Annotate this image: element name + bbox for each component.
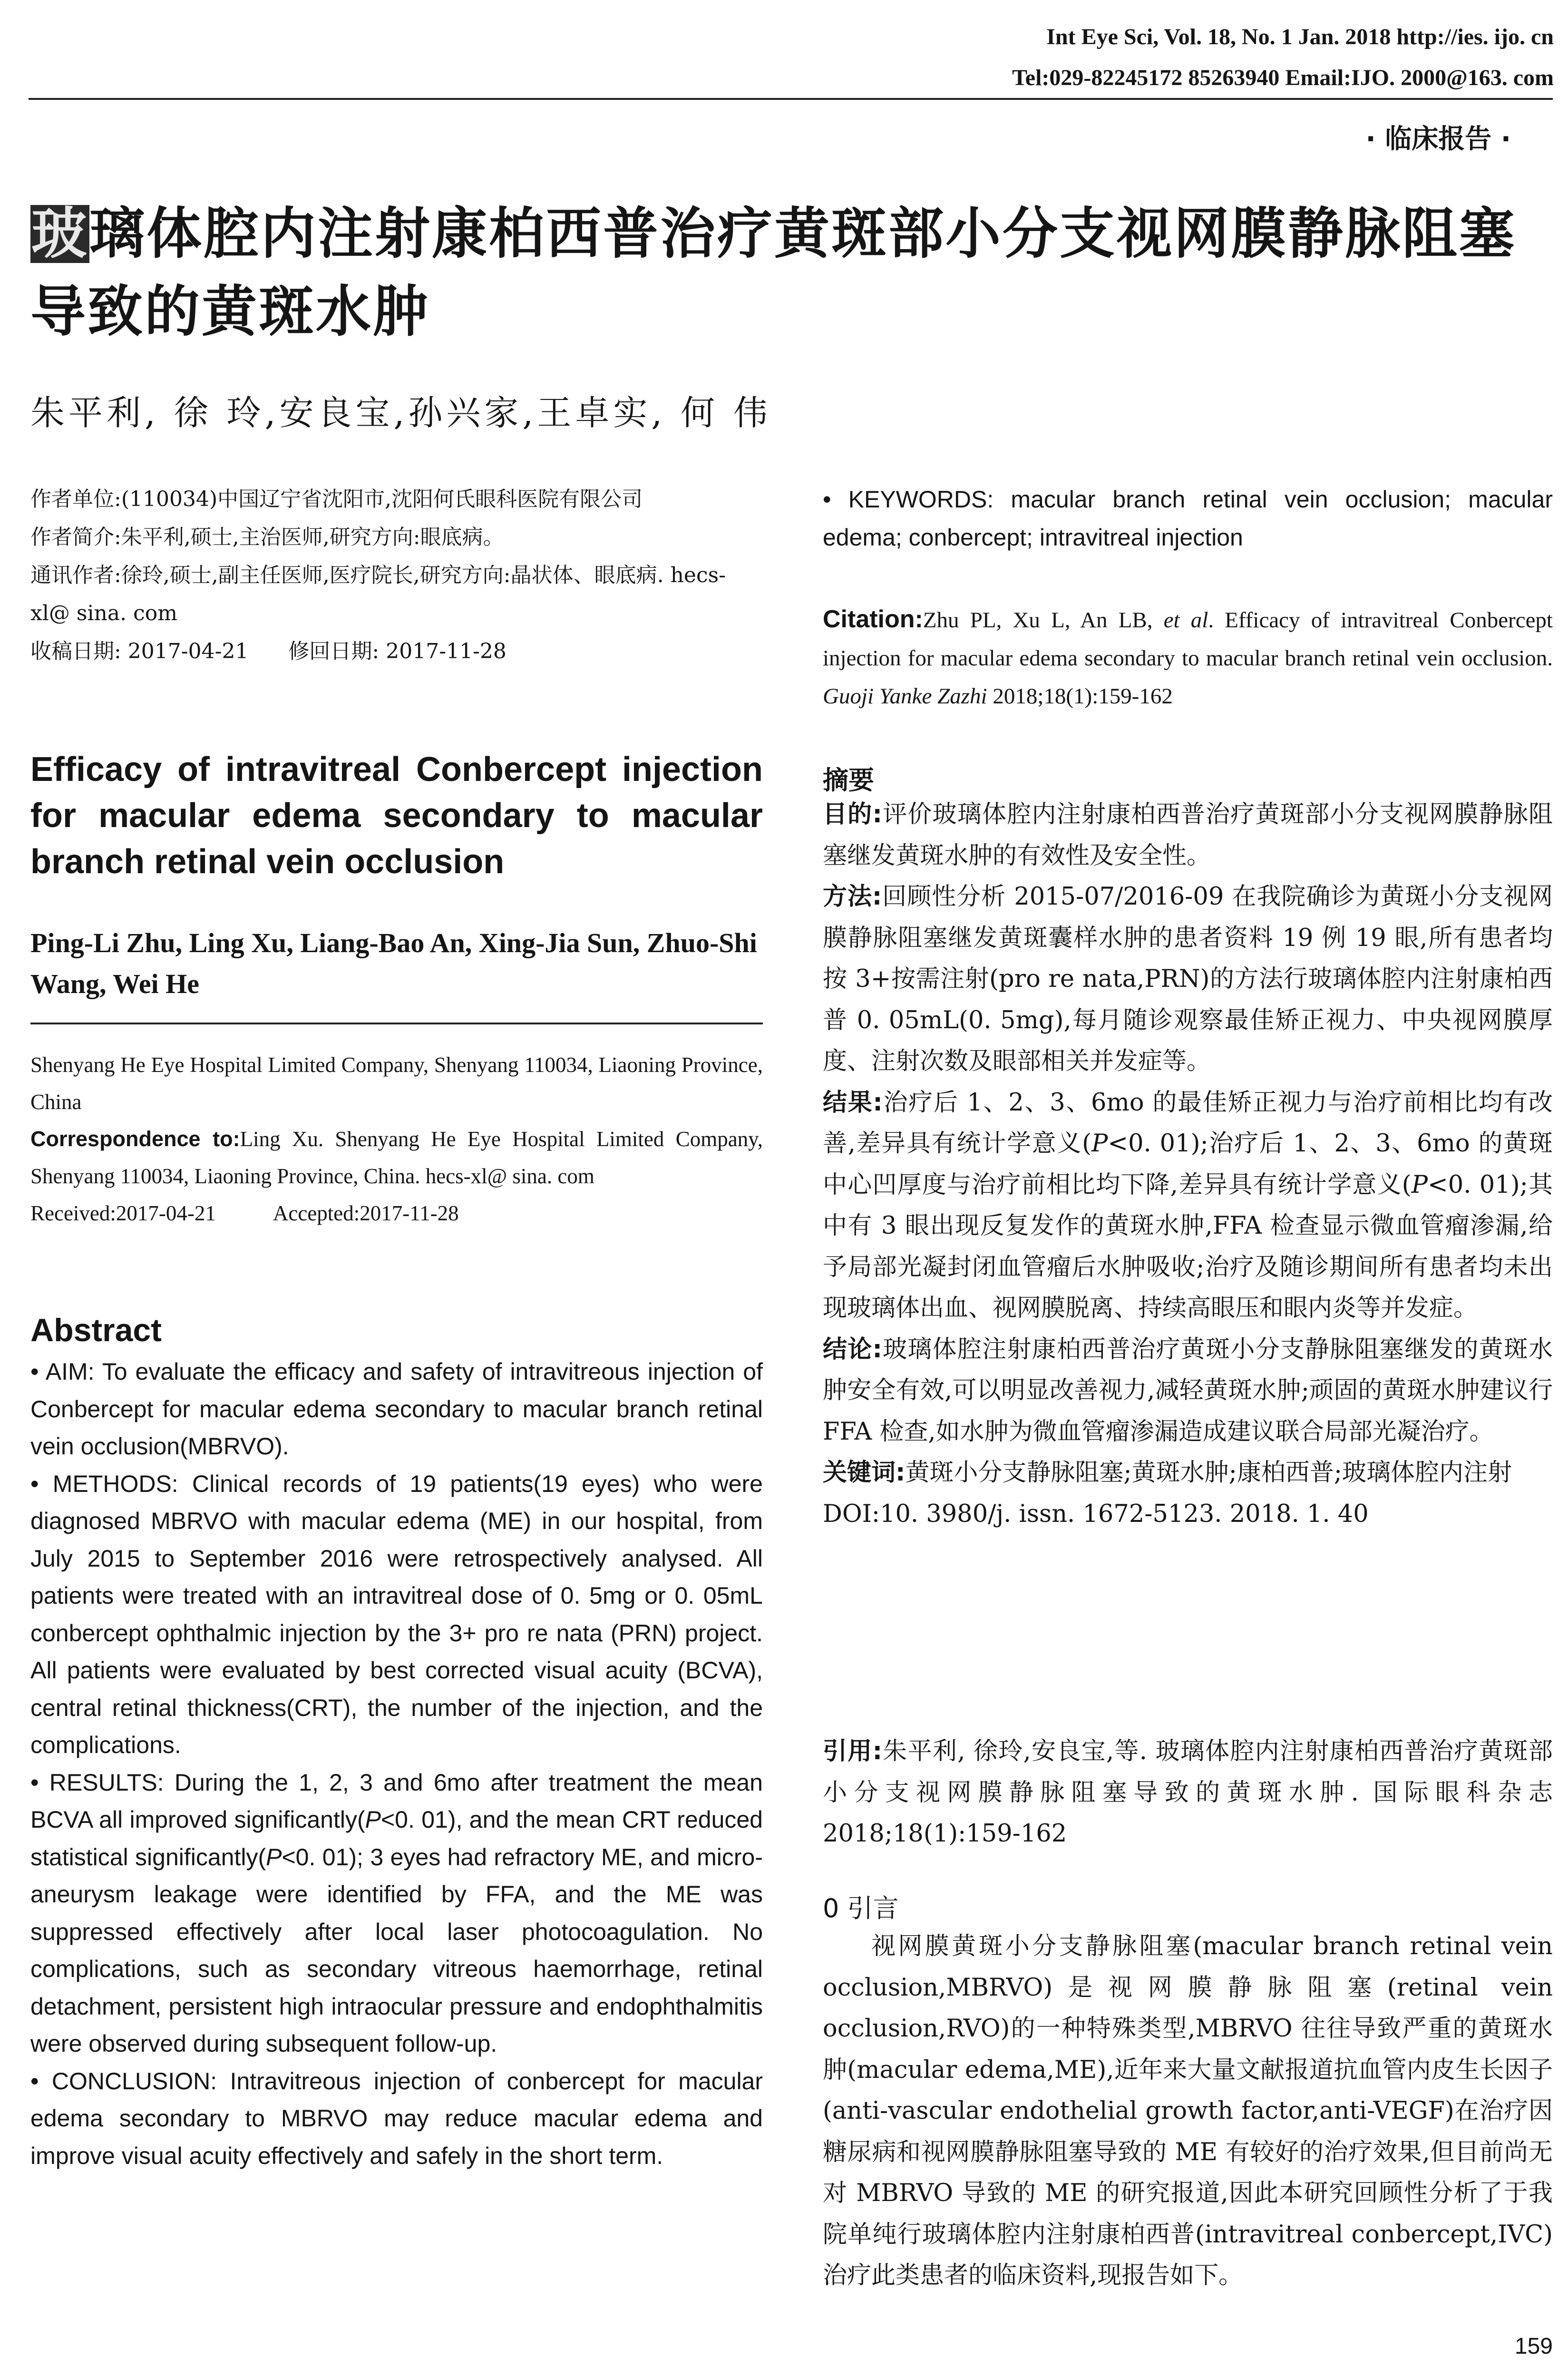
citation-en: Citation:Zhu PL, Xu L, An LB, et al. Efficacy of intravitreal Conbercept injection for macular edema secondary to macular branch retinal vein occlusion. Guoji Yanke Zazhi 2018;18(1):159-162 — [823, 605, 1553, 709]
author-info — [30, 480, 763, 671]
intro-body — [823, 1926, 1553, 2297]
article-title — [30, 195, 1552, 351]
section-label: · 临床报告 · — [1365, 124, 1511, 155]
dates-line — [30, 1195, 763, 1232]
title-drop-char: 玻 — [31, 202, 88, 266]
abstract-en — [30, 1353, 763, 2174]
author-affiliation: 作者单位:(110034)中国辽宁省沈阳市,沈阳何氏眼科医院有限公司 — [30, 487, 643, 511]
keywords-en — [823, 480, 1553, 556]
received: Received:2017-04-21 — [30, 1201, 216, 1225]
correspondence-label: Correspondence to: — [30, 1127, 240, 1151]
affiliation-block — [30, 1046, 763, 1232]
abstract-cn-heading: 摘要 — [823, 765, 874, 795]
journal-header-line-1: Int Eye Sci, Vol. 18, No. 1 Jan. 2018 http://ies. ijo. cn — [1046, 24, 1554, 49]
abstract-cn-aim: 目的:评价玻璃体腔内注射康柏西普治疗黄斑部小分支视网膜静脉阻塞继发黄斑水肿的有效性及安全性。 — [823, 800, 1553, 870]
author-profile: 作者简介:朱平利,硕士,主治医师,研究方向:眼底病。 — [30, 525, 504, 549]
accepted: Accepted:2017-11-28 — [273, 1201, 459, 1225]
citation-label: Citation: — [823, 605, 923, 633]
abstract-cn-results: 结果:治疗后 1、2、3、6mo 的最佳矫正视力与治疗前相比均有改善,差异具有统计学意义(P<0. 01);治疗后 1、2、3、6mo 的黄斑中心凹厚度与治疗前相比均下降,差异具有统计学意义(P<0. 01);其中有 3 眼出现反复发作的黄斑水肿,FFA 检查显示微血管瘤渗漏,给予局部光凝封闭血管瘤后水肿吸收;治疗及随诊期间所有患者均未出现玻璃体出血、视网膜脱离、持续高眼压和眼内炎等并发症。 — [823, 1088, 1553, 1322]
header-rule — [29, 98, 1553, 100]
abstract-cn-keywords: 关键词:黄斑小分支静脉阻塞;黄斑水肿;康柏西普;玻璃体腔内注射 — [823, 1459, 1512, 1487]
keywords-label: • KEYWORDS: — [823, 486, 994, 513]
corresponding-author: 通讯作者:徐玲,硕士,副主任医师,医疗院长,研究方向:晶状体、眼底病. hecs-xl@ sina. com — [30, 563, 726, 625]
keywords-text: macular branch retinal vein occlusion; macular edema; conbercept; intravitreal injection — [823, 486, 1553, 551]
abstract-heading: Abstract — [30, 1312, 162, 1348]
english-title: Efficacy of intravitreal Conbercept injection for macular edema secondary to macular branch retinal vein occlusion — [30, 750, 763, 881]
abstract-aim: • AIM: To evaluate the efficacy and safety of intravitreous injection of Conbercept for macular edema secondary to macular branch retinal vein occlusion(MBRVO). — [30, 1358, 763, 1460]
correspondence: Correspondence to:Ling Xu. Shenyang He Eye Hospital Limited Company, Shenyang 110034, Liaoning Province, China. hecs-xl@ sina. com — [30, 1127, 763, 1188]
citation-cn: 引用:朱平利, 徐玲,安良宝,等. 玻璃体腔内注射康柏西普治疗黄斑部小分支视网膜静脉阻塞导致的黄斑水肿. 国际眼科杂志 2018;18(1):159-162 — [823, 1737, 1553, 1848]
affiliation: Shenyang He Eye Hospital Limited Company, Shenyang 110034, Liaoning Province, China — [30, 1053, 763, 1114]
intro-paragraph: 视网膜黄斑小分支静脉阻塞(macular branch retinal vein occlusion,MBRVO)是视网膜静脉阻塞(retinal vein occlusion,RVO)的一种特殊类型,MBRVO 往往导致严重的黄斑水肿(macular edema,ME),近年来大量文献报道抗血管内皮生长因子(anti-vascular endothelial growth factor,anti-VEGF)在治疗因糖尿病和视网膜静脉阻塞导致的 ME 有较好的治疗效果,但目前尚无对 MBRVO 导致的 ME 的研究报道,因此本研究回顾性分析了于我院单纯行玻璃体腔内注射康柏西普(intravitreal conbercept,IVC)治疗此类患者的临床资料,现报告如下。 — [823, 1932, 1553, 2289]
abstract-cn-conclusion: 结论:玻璃体腔注射康柏西普治疗黄斑小分支静脉阻塞继发的黄斑水肿安全有效,可以明显改善视力,减轻黄斑水肿;顽固的黄斑水肿建议行 FFA 检查,如水肿为微血管瘤渗漏造成建议联合局部光凝治疗。 — [823, 1335, 1553, 1446]
abstract-cn — [823, 794, 1553, 1535]
authors-cn: 朱平利, 徐 玲,安良宝,孙兴家,王卓实, 何 伟 — [30, 393, 771, 433]
journal-header-line-2: Tel:029-82245172 85263940 Email:IJO. 2000@163. com — [1012, 65, 1554, 90]
intro-heading: 0 引言 — [823, 1893, 899, 1923]
abstract-conclusion: • CONCLUSION: Intravitreous injection of conbercept for macular edema secondary to MBRVO may reduce macular edema and improve visual acuity effectively and safely in the short term. — [30, 2067, 763, 2169]
page-number: 159 — [1514, 2334, 1553, 2359]
abstract-methods: • METHODS: Clinical records of 19 patients(19 eyes) who were diagnosed MBRVO with macular edema (ME) in our hospital, from July 2015 to September 2016 were retrospectively analysed. All patients were treated with an intravitreal dose of 0. 5mg or 0. 05mL conbercept ophthalmic injection by the 3+ pro re nata (PRN) project. All patients were evaluated by best corrected visual acuity (BCVA), central retinal thickness(CRT), the number of the injection, and the complications. — [30, 1470, 763, 1758]
doi: DOI:10. 3980/j. issn. 1672-5123. 2018. 1. 40 — [823, 1500, 1369, 1528]
english-authors: Ping-Li Zhu, Ling Xu, Liang-Bao An, Xing-Jia Sun, Zhuo-Shi Wang, Wei He — [30, 927, 757, 999]
title-text: 璃体腔内注射康柏西普治疗黄斑部小分支视网膜静脉阻塞导致的黄斑水肿 — [30, 202, 1516, 344]
received-dates: 收稿日期: 2017-04-21 修回日期: 2017-11-28 — [30, 639, 506, 663]
author-rule — [30, 1023, 763, 1024]
abstract-cn-methods: 方法:回顾性分析 2015-07/2016-09 在我院确诊为黄斑小分支视网膜静脉阻塞继发黄斑囊样水肿的患者资料 19 例 19 眼,所有患者均按 3+按需注射(pro re nata,PRN)的方法行玻璃体腔内注射康柏西普 0. 05mL(0. 5mg),每月随诊观察最佳矫正视力、中央视网膜厚度、注射次数及眼部相关并发症等。 — [823, 883, 1553, 1075]
abstract-results: • RESULTS: During the 1, 2, 3 and 6mo after treatment the mean BCVA all improved significantly(P<0. 01), and the mean CRT reduced statistical significantly(P<0. 01); 3 eyes had refractory ME, and micro-aneurysm leakage were identified by FFA, and the ME was suppressed effectively after local laser photocoagulation. No complications, such as secondary vitreous haemorrhage, retinal detachment, persistent high intraocular pressure and endophthalmitis were observed during subsequent follow-up. — [30, 1769, 763, 2057]
